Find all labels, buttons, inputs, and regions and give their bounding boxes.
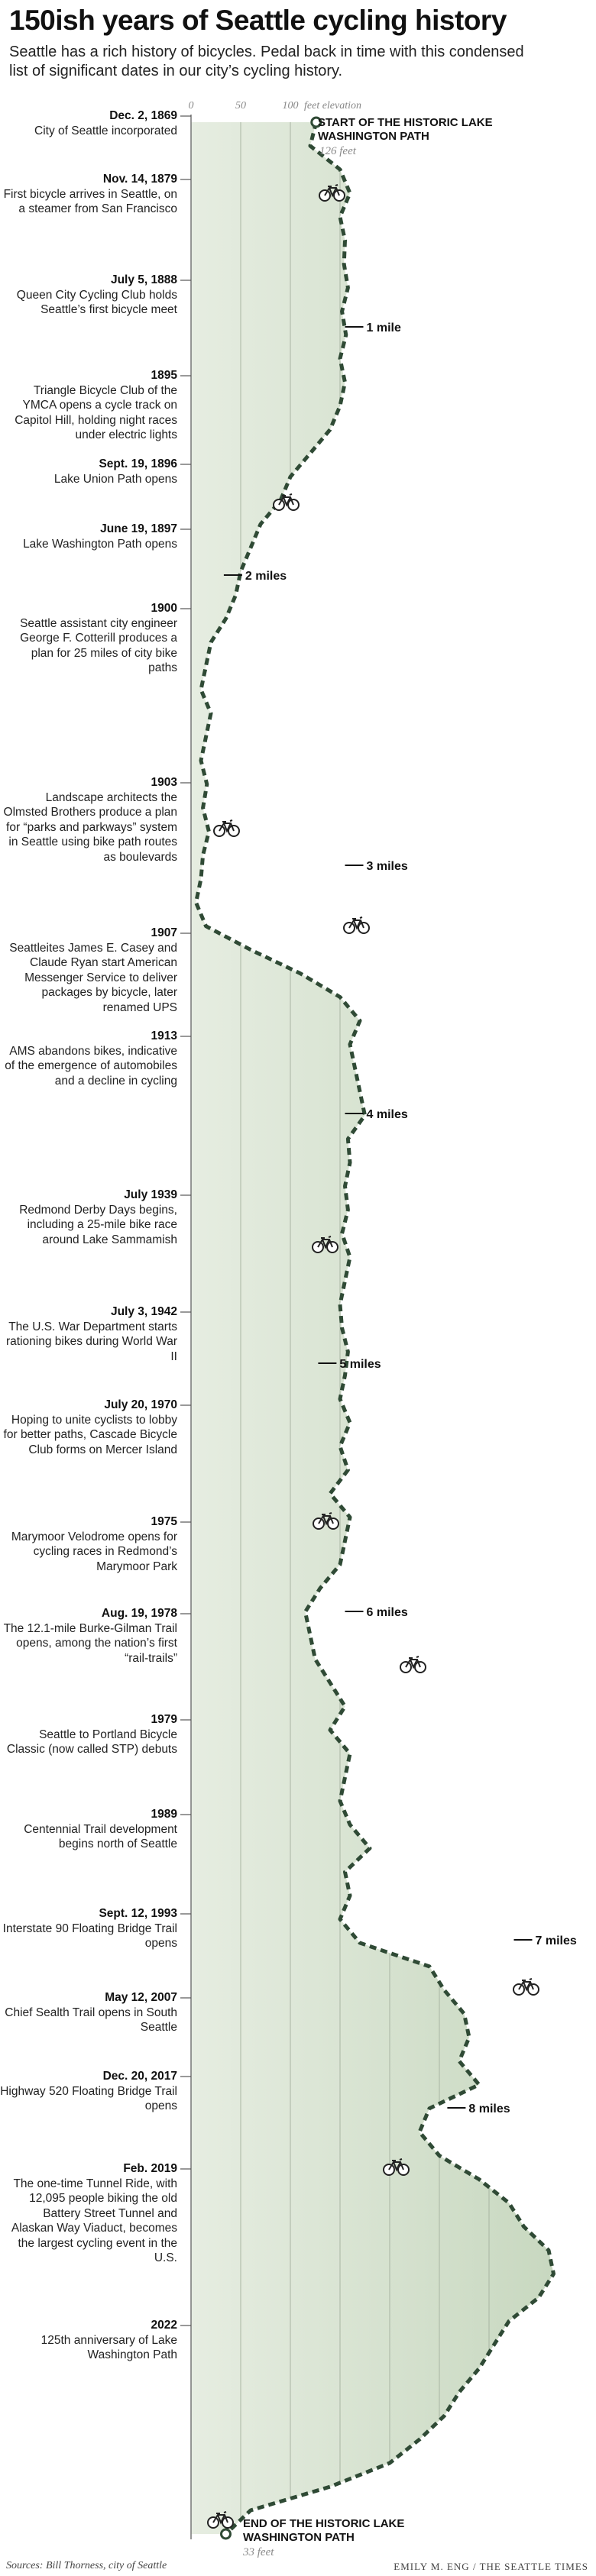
timeline-event — [0, 1398, 177, 1457]
bicycle-icon — [344, 917, 369, 933]
timeline-event — [0, 1606, 177, 1666]
event-date: Nov. 14, 1879 — [102, 173, 177, 186]
timeline-event — [0, 1712, 177, 1757]
event-description: City of Seattle incorporated — [34, 124, 177, 137]
credit: EMILY M. ENG / THE SEATTLE TIMES — [394, 2561, 588, 2572]
end-elevation: 33 feet — [243, 2546, 274, 2558]
event-date: 1907 — [151, 926, 177, 939]
event-date: June 19, 1897 — [100, 522, 177, 535]
timeline-event — [0, 1514, 177, 1574]
timeline-event — [0, 368, 177, 443]
event-description: Queen City Cycling Club holds Seattle’s first bicycle meet — [16, 288, 177, 316]
page-subtitle: Seattle has a rich history of bicycles. Pedal back in time with this condensed list of significant dates in our city’s cycling history. — [9, 44, 524, 79]
mile-label: 8 miles — [468, 2102, 510, 2115]
event-date: May 12, 2007 — [105, 1991, 177, 2004]
event-description: Redmond Derby Days begins, including a 25-mile bike race around Lake Sammamish — [19, 1203, 177, 1246]
timeline-event — [0, 926, 177, 1015]
event-date: Feb. 2019 — [123, 2162, 177, 2175]
elevation-area — [191, 122, 554, 2534]
timeline-event — [0, 522, 177, 551]
event-date: Sept. 12, 1993 — [99, 1907, 177, 1920]
event-description: Lake Washington Path opens — [23, 537, 177, 551]
event-date: 1989 — [151, 1808, 177, 1821]
event-description: The U.S. War Department starts rationing bikes during World War II — [6, 1320, 177, 1363]
event-description: Seattle assistant city engineer George F. Cotterill produces a plan for 25 miles of city bike paths — [20, 616, 177, 674]
event-description: Centennial Trail development begins north of Seattle — [24, 1822, 177, 1850]
bicycle-icon — [400, 1656, 426, 1673]
timeline-event — [0, 1807, 177, 1852]
axis-tick-label: 100 — [282, 100, 299, 112]
mile-label: 7 miles — [535, 1934, 577, 1947]
event-description: First bicycle arrives in Seattle, on a steamer from San Francisco — [3, 187, 177, 215]
timeline-event — [0, 1906, 177, 1951]
end-label: END OF THE HISTORIC LAKE WASHINGTON PATH — [243, 2517, 405, 2544]
timeline-event — [0, 1188, 177, 1247]
timeline-event — [0, 775, 177, 865]
event-description: Highway 520 Floating Bridge Trail opens — [0, 2084, 177, 2112]
event-date: Dec. 20, 2017 — [102, 2070, 177, 2083]
event-description: The one-time Tunnel Ride, with 12,095 people biking the old Battery Street Tunnel and Alaskan Way Viaduct, becomes the largest cycling event in the U.S. — [11, 2177, 177, 2264]
timeline-event — [0, 2069, 177, 2114]
start-elevation: 126 feet — [319, 145, 356, 157]
event-date: July 20, 1970 — [104, 1398, 177, 1411]
event-date: 1903 — [151, 776, 177, 789]
timeline-event — [0, 457, 177, 486]
bicycle-icon — [214, 820, 239, 836]
event-description: Hoping to unite cyclists to lobby for better paths, Cascade Bicycle Club forms on Mercer Island — [3, 1413, 177, 1456]
axis-label: feet elevation — [304, 100, 362, 112]
event-description: Triangle Bicycle Club of the YMCA opens a cycle track on Capitol Hill, holding night races under electric lights — [15, 383, 177, 441]
event-description: Seattleites James E. Casey and Claude Ryan start American Messenger Service to deliver packages by bicycle, later renamed UPS — [9, 941, 177, 1014]
event-date: July 1939 — [124, 1188, 177, 1201]
event-date: 1913 — [151, 1029, 177, 1042]
mile-label: 2 miles — [245, 570, 287, 583]
bicycle-icon — [513, 1979, 539, 1995]
event-date: Dec. 2, 1869 — [109, 109, 177, 122]
event-description: 125th anniversary of Lake Washington Path — [40, 2333, 177, 2361]
event-date: Sept. 19, 1896 — [99, 457, 177, 470]
event-description: Marymoor Velodrome opens for cycling races in Redmond’s Marymoor Park — [11, 1530, 177, 1573]
timeline-event — [0, 172, 177, 217]
axis-tick-label: 0 — [188, 100, 194, 112]
timeline-event — [0, 2161, 177, 2266]
event-date: 1895 — [151, 369, 177, 382]
event-date: Aug. 19, 1978 — [101, 1607, 177, 1620]
mile-label: 1 mile — [366, 322, 401, 335]
event-date: 1979 — [151, 1713, 177, 1726]
event-date: July 5, 1888 — [110, 273, 177, 286]
event-description: AMS abandons bikes, indicative of the emergence of automobiles and a decline in cycling — [5, 1044, 177, 1088]
event-date: 1975 — [151, 1515, 177, 1528]
event-description: The 12.1-mile Burke-Gilman Trail opens, among the nation’s first “rail-trails” — [3, 1621, 177, 1665]
timeline-event — [0, 1304, 177, 1364]
event-description: Landscape architects the Olmsted Brothers produce a plan for “parks and parkways” system in Seattle using bike path routes as boulevards — [3, 790, 177, 864]
mile-label: 3 miles — [366, 860, 408, 873]
timeline-event — [0, 273, 177, 318]
timeline-event — [0, 1990, 177, 2035]
sources: Sources: Bill Thorness, city of Seattle — [6, 2560, 167, 2571]
page-title: 150ish years of Seattle cycling history — [9, 5, 507, 36]
timeline-event — [0, 1029, 177, 1088]
mile-label: 6 miles — [366, 1606, 408, 1619]
event-description: Lake Union Path opens — [53, 472, 177, 486]
event-date: 1900 — [151, 602, 177, 615]
start-label: START OF THE HISTORIC LAKE WASHINGTON PATH — [318, 116, 493, 143]
axis-tick-label: 50 — [235, 100, 246, 112]
event-description: Interstate 90 Floating Bridge Trail opens — [2, 1921, 177, 1950]
timeline-event — [0, 601, 177, 676]
end-marker — [222, 2529, 231, 2539]
mile-label: 4 miles — [366, 1108, 408, 1121]
timeline-event — [0, 2318, 177, 2363]
timeline-event — [0, 108, 177, 138]
mile-label: 5 miles — [339, 1358, 381, 1371]
event-description: Seattle to Portland Bicycle Classic (now called STP) debuts — [6, 1728, 177, 1756]
event-description: Chief Sealth Trail opens in South Seattle — [5, 2006, 177, 2034]
event-date: July 3, 1942 — [110, 1305, 177, 1318]
event-date: 2022 — [151, 2319, 177, 2332]
